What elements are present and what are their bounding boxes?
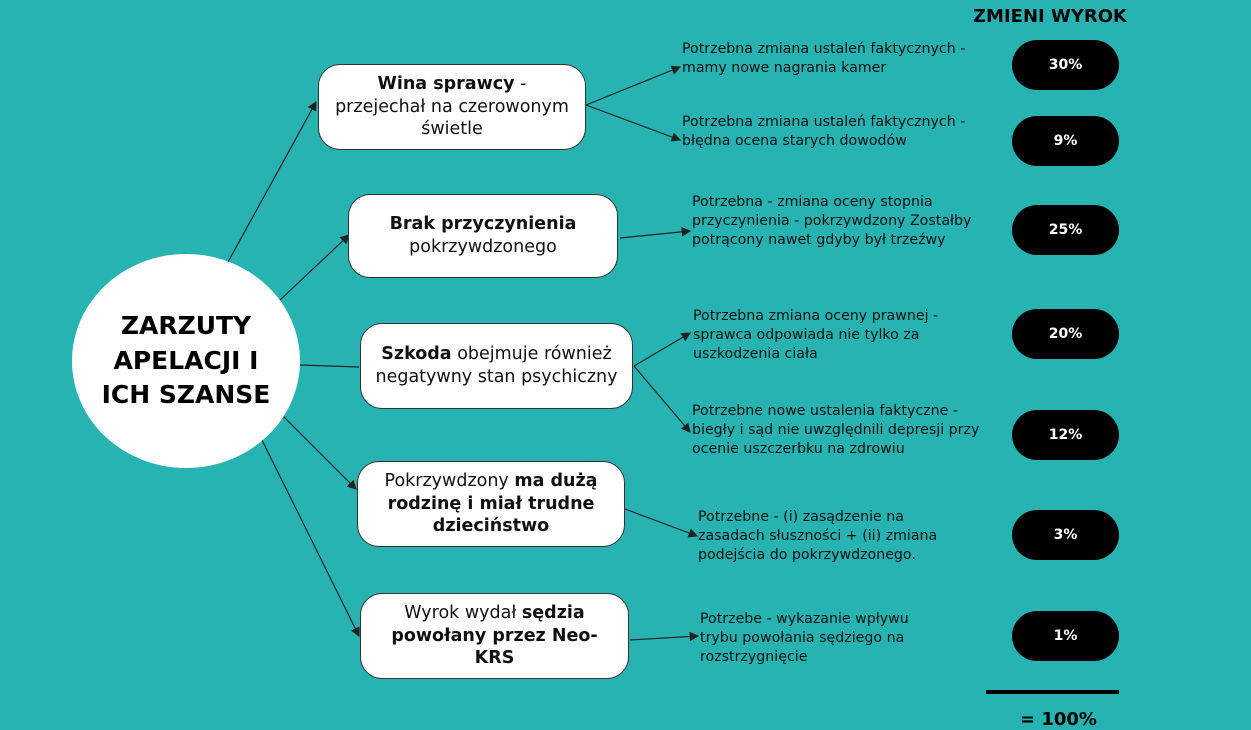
arrow-center-to-box-2 [280, 235, 349, 300]
probability-pill-2: 9% [1012, 116, 1119, 166]
requirement-note-4: Potrzebna zmiana oceny prawnej - sprawca odpowiada nie tylko za uszkodzenia ciała [693, 308, 939, 363]
charge-box-guilt-text: - przejechał na czerowonym świetle [335, 73, 569, 140]
probability-pill-3: 25% [1012, 205, 1119, 255]
requirement-note-3: Potrzebna - zmiana oceny stopnia przyczynienia - pokrzywdzony Zostałby potrącony nawet gdyby był trzeźwy [692, 194, 972, 249]
arrow-center-to-box-1 [228, 102, 316, 262]
column-header: ZMIENI WYROK [973, 6, 1127, 27]
charge-box-damage [360, 323, 633, 409]
arrow-box-1-to-note-1 [586, 67, 680, 105]
requirement-note-5: Potrzebne nowe ustalenia faktyczne - biegły i sąd nie uwzględnili depresji przy ocenie uszczerbku na zdrowiu [692, 403, 980, 458]
arrow-box-1-to-note-2 [586, 105, 680, 140]
arrow-box-3-to-note-5 [634, 366, 690, 432]
probability-pill-7: 1% [1012, 611, 1119, 661]
requirement-note-2: Potrzebna zmiana ustaleń faktycznych - błędna ocena starych dowodów [682, 114, 966, 150]
arrow-center-to-box-4 [283, 416, 356, 489]
total-sum: = 100% [1020, 709, 1097, 730]
charge-box-damage-bold: Szkoda [381, 344, 452, 365]
arrow-box-2-to-note-3 [620, 231, 690, 238]
arrow-center-to-box-3 [300, 365, 359, 367]
arrow-box-5-to-note-7 [630, 636, 698, 640]
central-topic-circle [72, 254, 300, 468]
arrow-center-to-box-5 [262, 440, 359, 636]
probability-pill-4: 20% [1012, 309, 1119, 359]
charge-box-family-text: Pokrzywdzony [384, 470, 515, 491]
charge-box-contribution [348, 194, 618, 278]
central-topic-label: ZARZUTY APELACJI I ICH SZANSE [101, 311, 271, 410]
charge-box-contribution-bold: Brak przyczynienia [389, 214, 577, 235]
charge-box-judge-text: Wyrok wydał [404, 602, 522, 623]
charge-box-judge [360, 593, 629, 679]
charge-box-judge-bold: sędzia powołany przez Neo-KRS [391, 602, 598, 669]
arrow-box-3-to-note-4 [634, 333, 690, 366]
requirement-note-6: Potrzebne - (i) zasądzenie na zasadach słuszności + (ii) zmiana podejścia do pokrzywdzonego. [698, 509, 938, 564]
sum-divider [986, 690, 1119, 694]
charge-box-family-bold: ma dużą rodzinę i miał trudne dzieciństwo [387, 470, 598, 537]
requirement-note-1: Potrzebna zmiana ustaleń faktycznych - mamy nowe nagrania kamer [682, 41, 966, 77]
probability-pill-1: 30% [1012, 40, 1119, 90]
charge-box-damage-text: obejmuje również negatywny stan psychiczny [375, 344, 618, 387]
probability-pill-6: 3% [1012, 510, 1119, 560]
probability-pill-5: 12% [1012, 410, 1119, 460]
charge-box-guilt [318, 64, 586, 150]
charge-box-guilt-bold: Wina sprawcy [377, 73, 515, 94]
arrow-box-4-to-note-6 [625, 509, 697, 536]
charge-box-family [357, 461, 625, 547]
charge-box-contribution-text: pokrzywdzonego [409, 237, 557, 257]
requirement-note-7: Potrzebe - wykazanie wpływu trybu powołania sędziego na rozstrzygnięcie [700, 611, 909, 666]
